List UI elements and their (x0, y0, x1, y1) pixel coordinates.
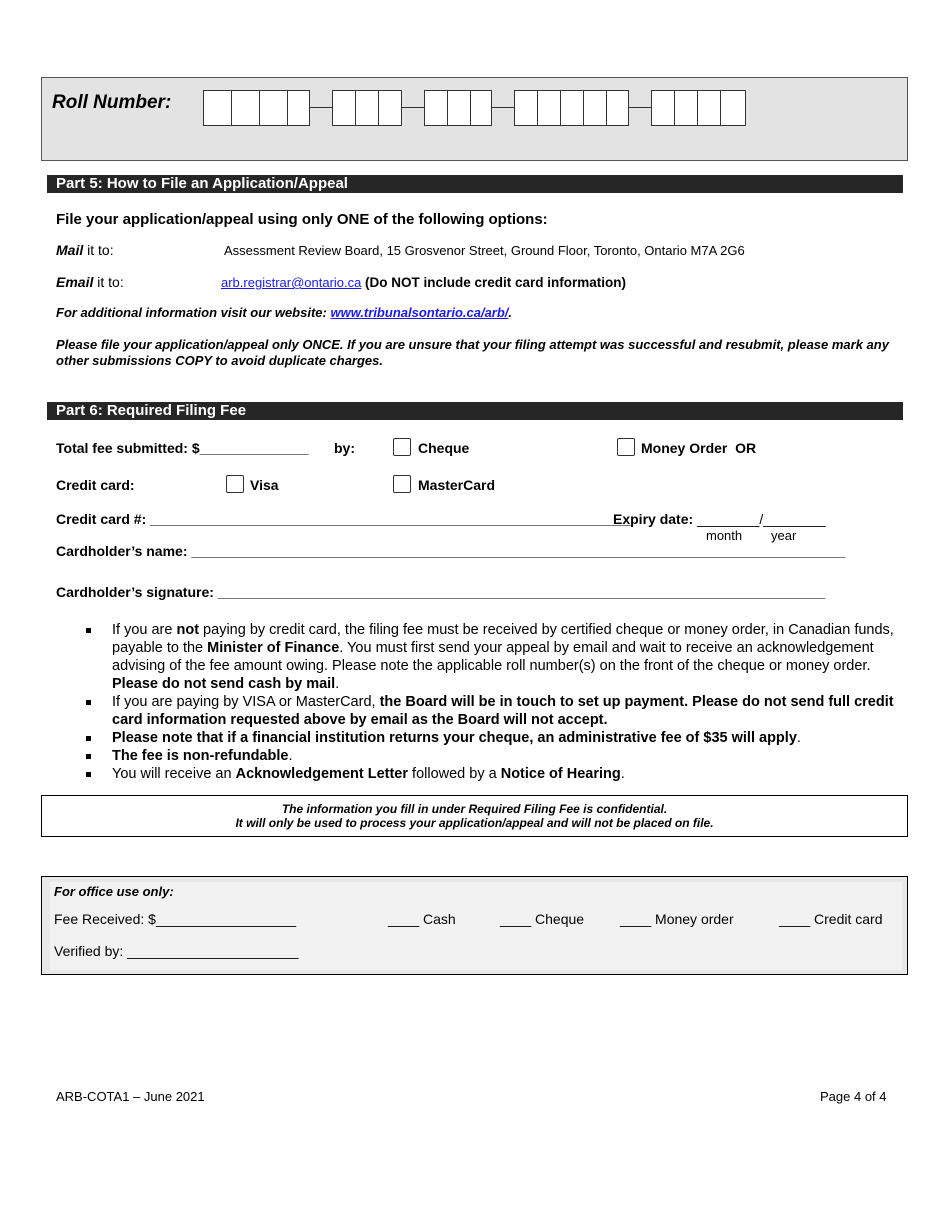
office-cash-field[interactable]: ____ Cash (388, 911, 456, 927)
money-order-label: Money Order (641, 440, 728, 456)
bullet-icon (86, 772, 91, 777)
part5-intro: File your application/appeal using only ONE of the following options: (56, 211, 548, 228)
roll-digit-cell[interactable] (259, 90, 288, 126)
roll-number-label: Roll Number: (52, 92, 172, 113)
roll-digit-cell[interactable] (651, 90, 675, 126)
roll-digit-cell[interactable] (560, 90, 584, 126)
roll-digit-cell[interactable] (332, 90, 356, 126)
roll-digit-cell[interactable] (378, 90, 402, 126)
roll-digit-cell[interactable] (697, 90, 721, 126)
roll-digit-cell[interactable] (606, 90, 629, 126)
mail-address: Assessment Review Board, 15 Grosvenor Street, Ground Floor, Toronto, Ontario M7A 2G6 (224, 243, 745, 258)
or-label: OR (735, 440, 757, 456)
expiry-line: ________/________ (697, 511, 826, 527)
roll-digit-cell[interactable] (231, 90, 260, 126)
bullet-icon (86, 628, 91, 633)
expiry-row[interactable] (613, 511, 826, 527)
email-note: (Do NOT include credit card information) (365, 275, 627, 290)
roll-digit-cell[interactable] (583, 90, 607, 126)
list-item: You will receive an Acknowledgement Letter followed by a Notice of Hearing. (86, 765, 898, 783)
verified-by-field[interactable]: Verified by: ______________________ (54, 943, 299, 959)
roll-separator (629, 107, 651, 108)
email-label: Email (56, 274, 94, 290)
by-label: by: (334, 440, 355, 456)
website-end: . (508, 305, 513, 320)
email-row (221, 275, 626, 290)
bullet-icon (86, 754, 91, 759)
email-label-row (56, 274, 124, 290)
website-line (56, 305, 512, 320)
part6-heading: Part 6: Required Filing Fee (47, 402, 903, 420)
cheque-checkbox[interactable] (393, 438, 411, 456)
notice-line-2: It will only be used to process your application/appeal and will not be placed on file. (235, 816, 714, 830)
office-cheque-field[interactable]: ____ Cheque (500, 911, 585, 927)
mail-suffix: it to: (83, 242, 114, 258)
money-order-checkbox[interactable] (617, 438, 635, 456)
list-item: The fee is non-refundable. (86, 747, 898, 765)
roll-digit-cell[interactable] (537, 90, 561, 126)
credit-card-number-field[interactable]: Credit card #: ______________________________________________________________ (56, 511, 633, 527)
email-link[interactable]: arb.registrar@ontario.ca (221, 275, 362, 290)
cheque-label: Cheque (418, 440, 470, 456)
office-money-order-field[interactable]: ____ Money order (620, 911, 734, 927)
total-fee-field[interactable]: Total fee submitted: $______________ (56, 440, 309, 456)
visa-checkbox[interactable] (226, 475, 244, 493)
notice-line-1: The information you fill in under Required Filing Fee is confidential. (281, 802, 668, 816)
cardholder-name-field[interactable]: Cardholder’s name: ____________________________________________________________________________________ (56, 543, 846, 559)
cardholder-signature-field[interactable]: Cardholder’s signature: ______________________________________________________________________________ (56, 584, 826, 600)
roll-digit-cell[interactable] (424, 90, 448, 126)
mail-label: Mail (56, 242, 84, 258)
mastercard-label: MasterCard (418, 477, 496, 493)
bullet-icon (86, 736, 91, 741)
month-label: month (706, 528, 743, 543)
roll-digit-cell[interactable] (355, 90, 379, 126)
expiry-label: Expiry date: (613, 511, 694, 527)
email-suffix: it to: (93, 274, 124, 290)
website-text: For additional information visit our website: (56, 305, 331, 320)
list-item: If you are paying by VISA or MasterCard, the Board will be in touch to set up payment. Please do not send full credit card information requested above by email as the Board will not accept. (86, 693, 898, 729)
bullet-icon (86, 700, 91, 705)
page-number: Page 4 of 4 (820, 1089, 887, 1104)
roll-digit-cell[interactable] (514, 90, 538, 126)
roll-digit-cell[interactable] (447, 90, 471, 126)
website-link[interactable]: www.tribunalsontario.ca/arb/ (330, 305, 509, 320)
roll-digit-cell[interactable] (203, 90, 232, 126)
fee-received-field[interactable]: Fee Received: $__________________ (54, 911, 297, 927)
roll-digit-cell[interactable] (674, 90, 698, 126)
list-item: If you are not paying by credit card, the filing fee must be received by certified cheque or money order, in Canadian funds, payable to the Minister of Finance. You must first send your appeal by email and wait to receive an acknowledgement advising of the fee amount owing. Please note the applicable roll number(s) on the front of the cheque or money order. Please do not send cash by mail. (86, 621, 898, 693)
year-label: year (771, 528, 797, 543)
list-item: Please note that if a financial institution returns your cheque, an administrative fee of $35 will apply. (86, 729, 898, 747)
office-use-title: For office use only: (54, 884, 174, 899)
part5-heading: Part 5: How to File an Application/Appeal (47, 175, 903, 193)
roll-separator (492, 107, 514, 108)
fee-instructions-list (86, 621, 898, 783)
roll-digit-cell[interactable] (287, 90, 310, 126)
roll-separator (310, 107, 332, 108)
roll-digit-cell[interactable] (470, 90, 492, 126)
file-once-note: Please file your application/appeal only ONCE. If you are unsure that your filing attempt was successful and resubmit, please mark any other submissions COPY to avoid duplicate charges. (56, 337, 889, 368)
mail-label-row (56, 242, 114, 258)
credit-card-label: Credit card: (56, 477, 135, 493)
form-id: ARB-COTA1 – June 2021 (56, 1089, 205, 1104)
roll-separator (402, 107, 424, 108)
visa-label: Visa (250, 477, 279, 493)
roll-digit-cell[interactable] (720, 90, 746, 126)
mastercard-checkbox[interactable] (393, 475, 411, 493)
office-credit-card-field[interactable]: ____ Credit card (779, 911, 883, 927)
money-order-row (641, 440, 756, 456)
confidential-notice (41, 795, 908, 837)
